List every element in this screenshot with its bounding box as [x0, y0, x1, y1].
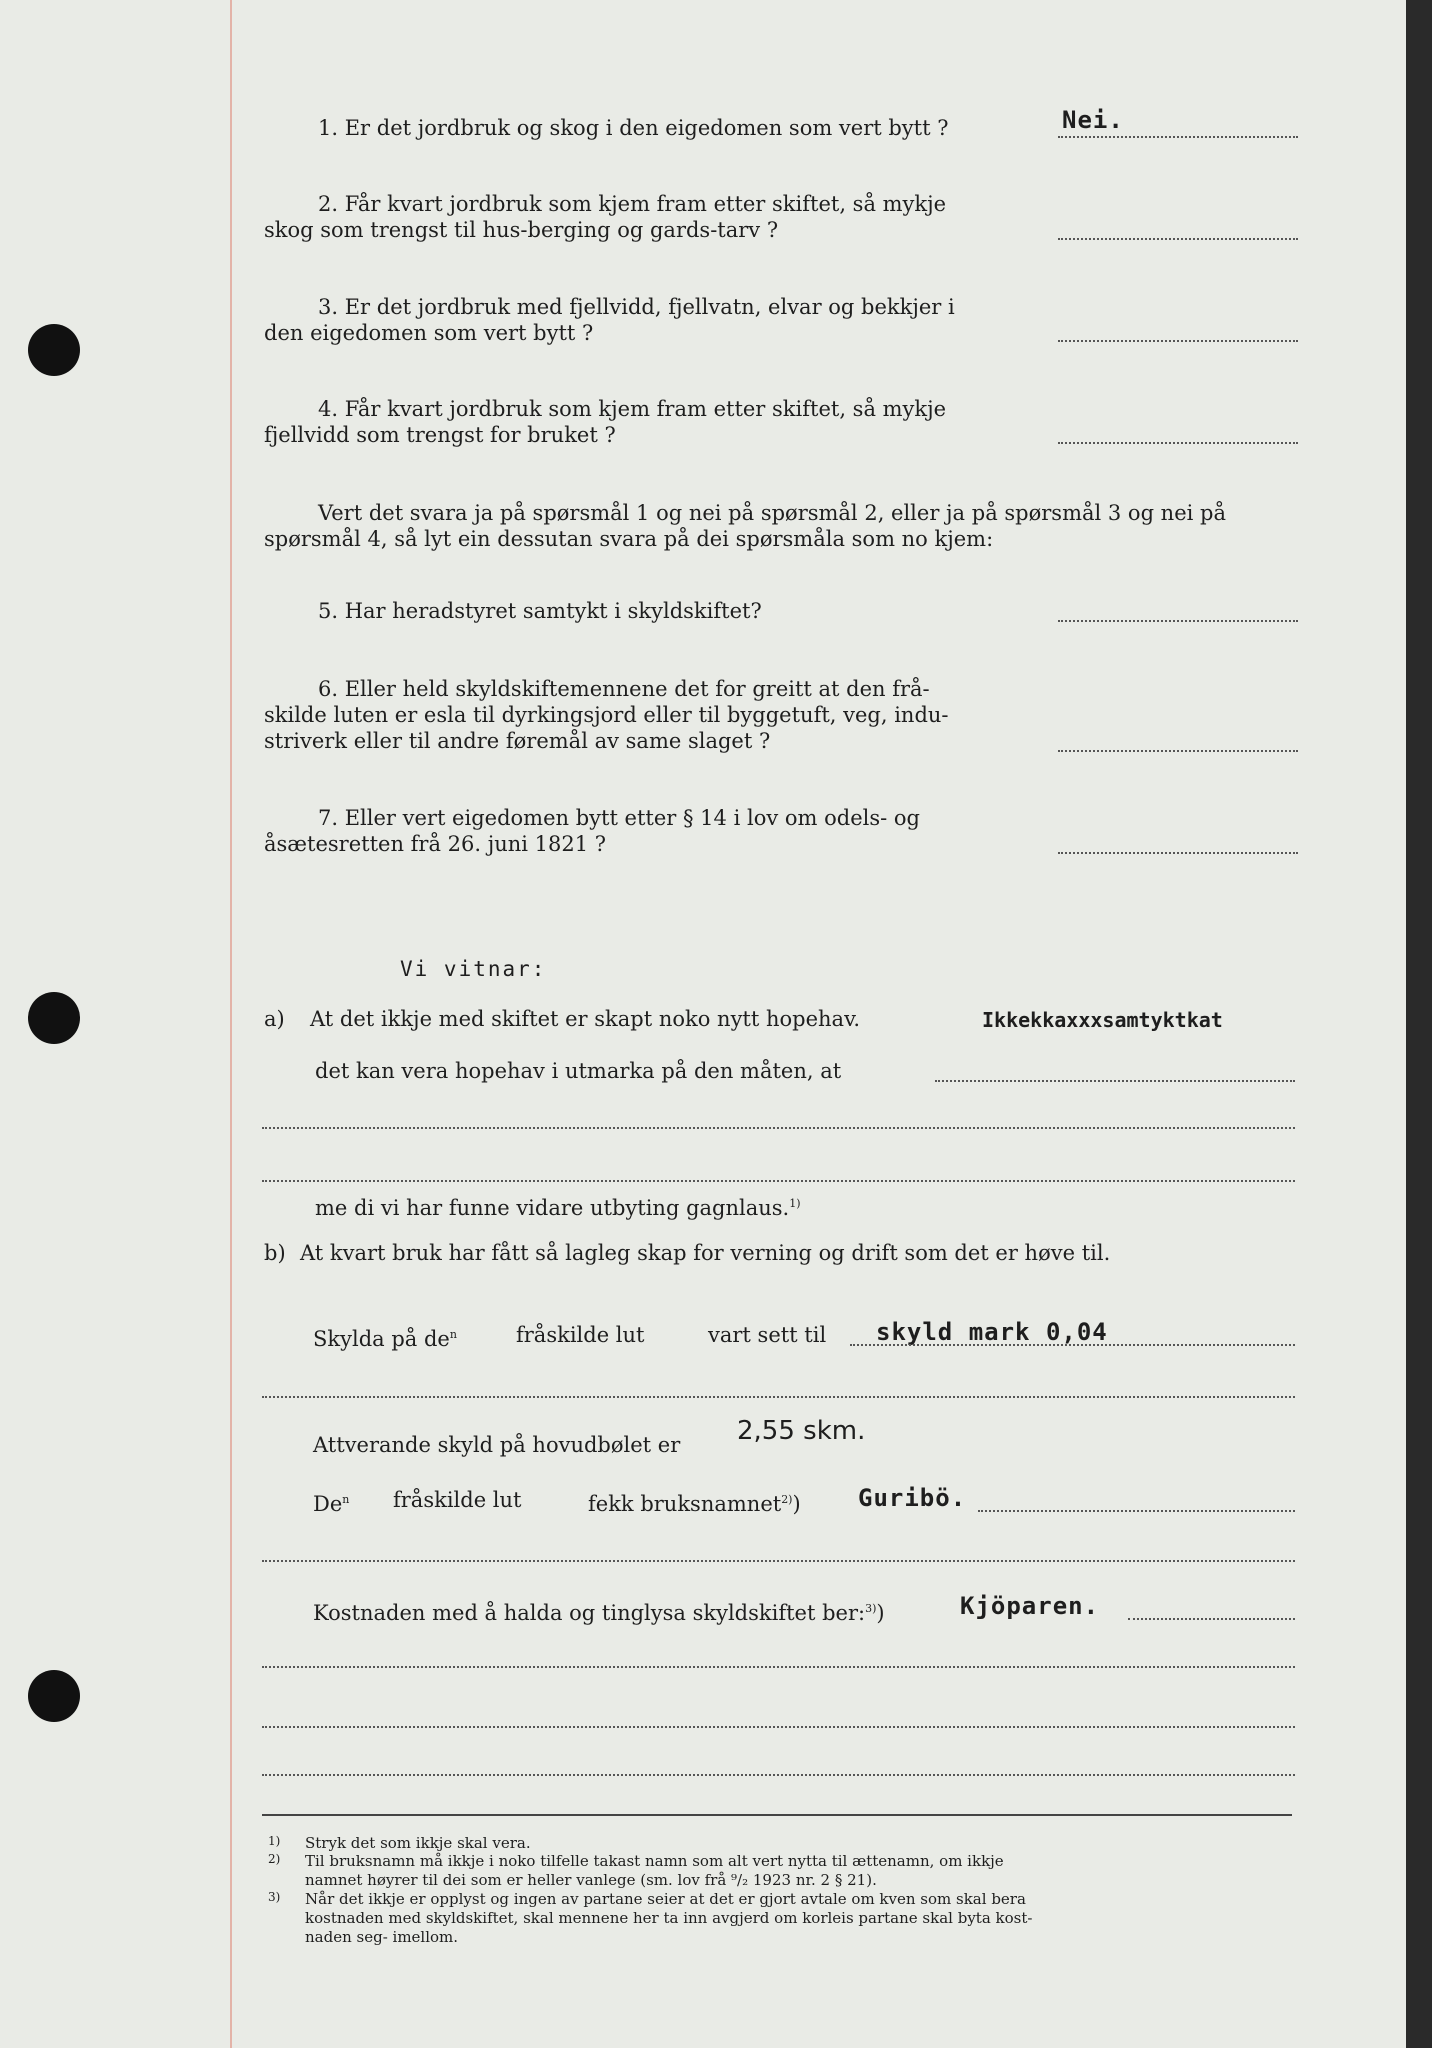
section-a-line2: det kan vera hopehav i utmarka på den måten, at	[315, 1059, 842, 1083]
punch-hole	[28, 324, 80, 376]
question-4-line1: 4. Får kvart jordbruk som kjem fram etter skiftet, så mykje	[318, 397, 947, 421]
section-a-fill-line	[935, 1080, 1295, 1082]
conditional-note-line2: spørsmål 4, så lyt ein dessutan svara på dei spørsmåla som no kjem:	[264, 527, 994, 551]
bruksnamn-fill-line	[978, 1510, 1295, 1512]
question-7-line2: åsætesretten frå 26. juni 1821 ?	[264, 832, 607, 856]
footnote-2-line1: Til bruksnamn må ikkje i noko tilfelle takast namn som alt vert nytta til ættenamn, om ikkje	[305, 1852, 1004, 1870]
kostnad-fill-line	[1128, 1618, 1295, 1620]
section-a-line3: me di vi har funne vidare utbyting gagnlaus.$^{1)}$	[315, 1196, 801, 1220]
answer-line-4	[1058, 442, 1298, 444]
kostnad-fill-line	[262, 1726, 1295, 1728]
skylda-suffix: vart sett til	[708, 1323, 827, 1347]
skylda-fill-line	[850, 1344, 1295, 1346]
section-a-fill-line	[262, 1180, 1295, 1182]
question-5: 5. Har heradstyret samtykt i skyldskiftet?	[318, 599, 762, 623]
margin-line	[230, 0, 232, 2048]
question-2-line2: skog som trengst til hus-berging og gards-tarv ?	[264, 218, 779, 242]
footnote-2-line2: namnet høyrer til dei som er heller vanlege (sm. lov frå ⁹/₂ 1923 nr. 2 § 21).	[305, 1871, 877, 1889]
kostnad-value: Kjöparen.	[960, 1592, 1100, 1620]
question-3-line1: 3. Er det jordbruk med fjellvidd, fjellvatn, elvar og bekkjer i	[318, 295, 955, 319]
skylda-prefix: Skylda på $de^n$	[313, 1327, 457, 1351]
skylda-value: skyld mark 0,04	[876, 1318, 1108, 1346]
footnote-2-mark: 2)	[268, 1852, 281, 1866]
footnote-3-mark: 3)	[268, 1890, 281, 1904]
section-a-fill-line	[262, 1127, 1295, 1129]
answer-line-5	[1058, 620, 1298, 622]
kostnad-fill-line	[262, 1774, 1295, 1776]
footnote-divider	[262, 1814, 1292, 1816]
section-b-text: At kvart bruk har fått så lagleg skap for verning og drift som det er høve til.	[300, 1241, 1111, 1265]
bruksnamn-prefix: De$^n$	[313, 1492, 350, 1516]
answer-line-3	[1058, 340, 1298, 342]
question-6-line1: 6. Eller held skyldskiftemennene det for greitt at den frå-	[318, 677, 930, 701]
bruksnamn-fill-line	[262, 1560, 1295, 1562]
answer-line-1	[1058, 136, 1298, 138]
footnote-3-line2: kostnaden med skyldskiftet, skal mennene her ta inn avgjerd om korleis partane skal byta kost-	[305, 1909, 1033, 1927]
answer-1: Nei.	[1062, 106, 1124, 134]
kostnad-fill-line	[262, 1666, 1295, 1668]
section-a-line1: At det ikkje med skiftet er skapt noko nytt hopehav.	[310, 1007, 861, 1031]
punch-hole	[28, 992, 80, 1044]
question-2-line1: 2. Får kvart jordbruk som kjem fram etter skiftet, så mykje	[318, 192, 947, 216]
question-1: 1. Er det jordbruk og skog i den eigedomen som vert bytt ?	[318, 116, 949, 140]
bruksnamn-suffix: fekk bruksnamnet$^{2)}$)	[588, 1492, 801, 1516]
attverande-label: Attverande skyld på hovudbølet er	[313, 1433, 681, 1457]
footnote-1-text: Stryk det som ikkje skal vera.	[305, 1834, 531, 1852]
bruksnamn-value: Guribö.	[858, 1484, 967, 1512]
question-6-line2: skilde luten er esla til dyrkingsjord eller til byggetuft, veg, indu-	[264, 703, 949, 727]
vi-vitnar-heading: Vi vitnar:	[400, 957, 547, 981]
question-3-line2: den eigedomen som vert bytt ?	[264, 321, 594, 345]
punch-hole	[28, 1670, 80, 1722]
question-6-line3: striverk eller til andre føremål av same slaget ?	[264, 729, 771, 753]
section-a-label: a)	[264, 1007, 285, 1031]
skylda-fill-line	[262, 1396, 1295, 1398]
footnote-3-line3: naden seg- imellom.	[305, 1928, 459, 1946]
attverande-value: 2,55 skm.	[737, 1416, 866, 1446]
skylda-middle: fråskilde lut	[516, 1323, 645, 1347]
section-b-label: b)	[264, 1241, 286, 1265]
page-edge	[1406, 0, 1432, 2048]
footnote-3-line1: Når det ikkje er opplyst og ingen av partane seier at det er gjort avtale om kven som skal bera	[305, 1890, 1026, 1908]
question-4-line2: fjellvidd som trengst for bruket ?	[264, 423, 616, 447]
question-7-line1: 7. Eller vert eigedomen bytt etter § 14 i lov om odels- og	[318, 806, 920, 830]
conditional-note-line1: Vert det svara ja på spørsmål 1 og nei på spørsmål 2, eller ja på spørsmål 3 og nei på	[318, 501, 1226, 525]
section-a-overtyped: Ikkekkaxxxsamtyktkat	[982, 1008, 1223, 1032]
bruksnamn-middle: fråskilde lut	[393, 1488, 522, 1512]
answer-line-6	[1058, 750, 1298, 752]
answer-line-7	[1058, 852, 1298, 854]
footnote-1-mark: 1)	[268, 1834, 281, 1848]
kostnad-label: Kostnaden med å halda og tinglysa skyldskiftet ber:$^{3)}$)	[313, 1601, 885, 1625]
answer-line-2	[1058, 238, 1298, 240]
